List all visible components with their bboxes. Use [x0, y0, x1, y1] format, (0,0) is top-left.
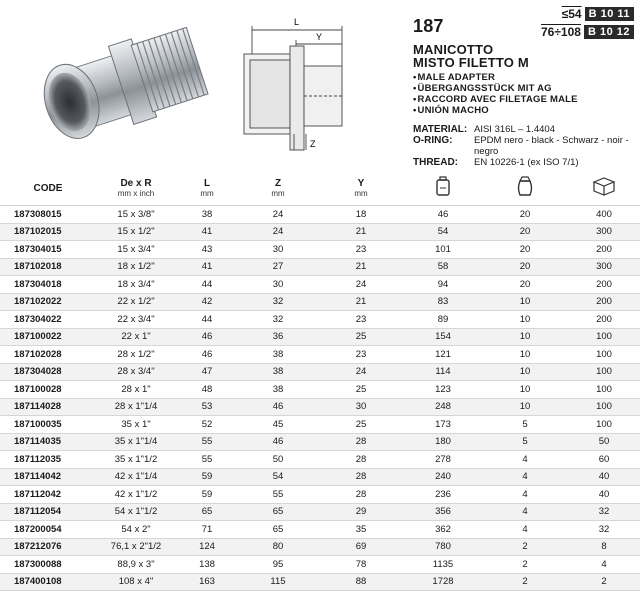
cell-box-qty: 100 [568, 398, 640, 416]
cell-box-qty: 100 [568, 346, 640, 364]
cell-bag-qty: 10 [482, 346, 568, 364]
cell-z: 27 [238, 258, 318, 276]
table-row [0, 433, 640, 451]
range-row [522, 24, 634, 40]
spec-value: EPDM nero - black - Schwarz - noir - negro [474, 135, 629, 157]
header-code [0, 172, 96, 206]
cell-l: 163 [176, 573, 238, 591]
header-l-unit: mm [200, 189, 214, 198]
cell-code: 187112054 [0, 503, 96, 521]
cell-bag-qty: 5 [482, 416, 568, 434]
header-weight [404, 172, 482, 206]
cell-dexr: 28 x 1/2" [96, 346, 176, 364]
cell-code: 187300088 [0, 556, 96, 574]
table-row [0, 556, 640, 574]
drawing-label-y: Y [316, 32, 323, 42]
cell-l: 42 [176, 293, 238, 311]
table-row [0, 276, 640, 294]
header-l [176, 172, 238, 206]
cell-box-qty: 300 [568, 258, 640, 276]
cell-bag-qty: 4 [482, 451, 568, 469]
cell-y: 21 [318, 258, 404, 276]
cell-code: 187100035 [0, 416, 96, 434]
dimension-drawing [232, 14, 350, 152]
cell-bag-qty: 2 [482, 556, 568, 574]
cell-z: 95 [238, 556, 318, 574]
cell-l: 71 [176, 521, 238, 539]
table-row [0, 573, 640, 591]
cell-l: 38 [176, 206, 238, 224]
product-code: 187 [413, 16, 444, 36]
cell-bag-qty: 20 [482, 241, 568, 259]
weight-icon [435, 175, 451, 197]
table-row [0, 223, 640, 241]
cell-weight: 54 [404, 223, 482, 241]
cell-y: 23 [318, 346, 404, 364]
cell-dexr: 54 x 1"1/2 [96, 503, 176, 521]
cell-z: 30 [238, 276, 318, 294]
box-icon [592, 176, 616, 196]
cell-code: 187212076 [0, 538, 96, 556]
cell-y: 21 [318, 293, 404, 311]
spec-value: EN 10226-1 (ex ISO 7/1) [474, 157, 579, 168]
cell-l: 44 [176, 311, 238, 329]
cell-box-qty: 100 [568, 363, 640, 381]
cell-l: 41 [176, 258, 238, 276]
cell-weight: 362 [404, 521, 482, 539]
table-row [0, 416, 640, 434]
table-row [0, 468, 640, 486]
range-size: 76÷108 [541, 25, 581, 39]
cell-weight: 180 [404, 433, 482, 451]
cell-weight: 236 [404, 486, 482, 504]
cell-weight: 1728 [404, 573, 482, 591]
cell-weight: 173 [404, 416, 482, 434]
cell-y: 88 [318, 573, 404, 591]
header-box-qty [568, 172, 640, 206]
cell-bag-qty: 10 [482, 311, 568, 329]
cell-z: 38 [238, 381, 318, 399]
cell-dexr: 42 x 1"1/2 [96, 486, 176, 504]
cell-z: 38 [238, 363, 318, 381]
cell-z: 24 [238, 223, 318, 241]
cell-l: 65 [176, 503, 238, 521]
cell-dexr: 54 x 2" [96, 521, 176, 539]
cell-y: 25 [318, 328, 404, 346]
header-l-label: L [203, 178, 211, 189]
cell-y: 28 [318, 451, 404, 469]
header-y [318, 172, 404, 206]
cell-l: 59 [176, 486, 238, 504]
cell-dexr: 28 x 1"1/4 [96, 398, 176, 416]
spec-oring [413, 135, 635, 157]
header-z [238, 172, 318, 206]
spec-label: MATERIAL: [413, 124, 468, 135]
range-row [522, 6, 634, 22]
cell-code: 187112042 [0, 486, 96, 504]
specifications [413, 124, 635, 168]
range-badge: B 10 11 [585, 7, 634, 21]
cell-bag-qty: 10 [482, 363, 568, 381]
table-row [0, 521, 640, 539]
table-header-row [0, 172, 640, 206]
cell-bag-qty: 2 [482, 573, 568, 591]
male-adapter-photo [10, 10, 215, 160]
cell-z: 30 [238, 241, 318, 259]
cell-z: 46 [238, 398, 318, 416]
cell-y: 28 [318, 468, 404, 486]
table-row [0, 258, 640, 276]
cell-bag-qty: 4 [482, 486, 568, 504]
cell-y: 23 [318, 311, 404, 329]
cell-l: 46 [176, 328, 238, 346]
range-badge: B 10 12 [584, 25, 634, 39]
header-dexr-label: De x R [120, 178, 152, 189]
cell-code: 187304022 [0, 311, 96, 329]
cell-box-qty: 100 [568, 381, 640, 399]
cell-dexr: 22 x 1/2" [96, 293, 176, 311]
cell-bag-qty: 20 [482, 276, 568, 294]
cell-y: 69 [318, 538, 404, 556]
product-translations [413, 72, 578, 116]
cell-box-qty: 400 [568, 206, 640, 224]
table-row [0, 311, 640, 329]
table-body [0, 206, 640, 591]
cell-y: 24 [318, 276, 404, 294]
cell-code: 187114028 [0, 398, 96, 416]
cell-code: 187200054 [0, 521, 96, 539]
cell-dexr: 42 x 1"1/4 [96, 468, 176, 486]
cell-l: 53 [176, 398, 238, 416]
cell-z: 50 [238, 451, 318, 469]
cell-code: 187102022 [0, 293, 96, 311]
cell-z: 45 [238, 416, 318, 434]
cell-y: 21 [318, 223, 404, 241]
spec-material [413, 124, 635, 135]
cell-z: 80 [238, 538, 318, 556]
table-row [0, 398, 640, 416]
cell-code: 187400108 [0, 573, 96, 591]
cell-weight: 46 [404, 206, 482, 224]
cell-z: 46 [238, 433, 318, 451]
cell-z: 32 [238, 293, 318, 311]
cell-bag-qty: 20 [482, 206, 568, 224]
cell-y: 35 [318, 521, 404, 539]
cell-dexr: 88,9 x 3" [96, 556, 176, 574]
cell-box-qty: 200 [568, 293, 640, 311]
cell-l: 47 [176, 363, 238, 381]
cell-box-qty: 40 [568, 486, 640, 504]
cell-code: 187304015 [0, 241, 96, 259]
translation-item: • MALE ADAPTER [413, 72, 578, 83]
cell-y: 23 [318, 241, 404, 259]
cell-box-qty: 200 [568, 241, 640, 259]
cell-box-qty: 32 [568, 521, 640, 539]
cell-code: 187100028 [0, 381, 96, 399]
cell-y: 78 [318, 556, 404, 574]
cell-code: 187102028 [0, 346, 96, 364]
drawing-label-l: L [294, 17, 300, 27]
cell-z: 65 [238, 521, 318, 539]
cell-l: 44 [176, 276, 238, 294]
range-size: ≤54 [561, 7, 582, 21]
cell-box-qty: 100 [568, 328, 640, 346]
cell-bag-qty: 5 [482, 433, 568, 451]
cell-dexr: 28 x 1" [96, 381, 176, 399]
cell-z: 36 [238, 328, 318, 346]
cell-bag-qty: 20 [482, 258, 568, 276]
table-row [0, 451, 640, 469]
cell-y: 29 [318, 503, 404, 521]
cell-code: 187308015 [0, 206, 96, 224]
cell-weight: 121 [404, 346, 482, 364]
cell-z: 32 [238, 311, 318, 329]
cell-box-qty: 200 [568, 276, 640, 294]
cell-dexr: 22 x 3/4" [96, 311, 176, 329]
cell-weight: 123 [404, 381, 482, 399]
cell-l: 43 [176, 241, 238, 259]
table-row [0, 328, 640, 346]
table-row [0, 293, 640, 311]
table-row [0, 346, 640, 364]
cell-z: 65 [238, 503, 318, 521]
cell-weight: 83 [404, 293, 482, 311]
cell-code: 187114035 [0, 433, 96, 451]
translation-item: • ÜBERGANGSSTÜCK MIT AG [413, 83, 578, 94]
translation-item: • UNIÓN MACHO [413, 105, 578, 116]
cell-dexr: 15 x 3/8" [96, 206, 176, 224]
spec-value: AISI 316L – 1.4404 [474, 124, 555, 135]
cell-box-qty: 100 [568, 416, 640, 434]
cell-weight: 240 [404, 468, 482, 486]
cell-dexr: 18 x 3/4" [96, 276, 176, 294]
cell-code: 187100022 [0, 328, 96, 346]
cell-z: 38 [238, 346, 318, 364]
cell-y: 28 [318, 433, 404, 451]
header-z-unit: mm [271, 189, 285, 198]
header-code-label: CODE [33, 183, 63, 194]
cell-bag-qty: 20 [482, 223, 568, 241]
cell-dexr: 35 x 1"1/2 [96, 451, 176, 469]
cell-box-qty: 8 [568, 538, 640, 556]
table-row [0, 381, 640, 399]
spec-label: THREAD: [413, 157, 458, 168]
cell-code: 187304018 [0, 276, 96, 294]
bag-icon [516, 175, 534, 197]
cell-weight: 154 [404, 328, 482, 346]
cell-weight: 248 [404, 398, 482, 416]
cell-bag-qty: 4 [482, 503, 568, 521]
cell-weight: 94 [404, 276, 482, 294]
cell-y: 24 [318, 363, 404, 381]
cell-weight: 58 [404, 258, 482, 276]
table-row [0, 538, 640, 556]
cell-weight: 89 [404, 311, 482, 329]
cell-l: 55 [176, 433, 238, 451]
product-header [0, 0, 640, 172]
cell-l: 41 [176, 223, 238, 241]
cell-box-qty: 60 [568, 451, 640, 469]
cell-l: 55 [176, 451, 238, 469]
cell-weight: 356 [404, 503, 482, 521]
drawing-label-z: Z [310, 139, 316, 149]
cell-l: 138 [176, 556, 238, 574]
product-table [0, 172, 640, 591]
cell-weight: 780 [404, 538, 482, 556]
cell-y: 18 [318, 206, 404, 224]
table-row [0, 503, 640, 521]
header-z-label: Z [274, 178, 282, 189]
cell-box-qty: 4 [568, 556, 640, 574]
cell-dexr: 22 x 1" [96, 328, 176, 346]
cell-bag-qty: 4 [482, 521, 568, 539]
cell-l: 59 [176, 468, 238, 486]
cell-bag-qty: 10 [482, 381, 568, 399]
table-row [0, 486, 640, 504]
cell-box-qty: 40 [568, 468, 640, 486]
cell-dexr: 15 x 1/2" [96, 223, 176, 241]
table-row [0, 241, 640, 259]
cell-z: 55 [238, 486, 318, 504]
header-y-label: Y [357, 178, 365, 189]
cell-code: 187102015 [0, 223, 96, 241]
cell-box-qty: 200 [568, 311, 640, 329]
cell-dexr: 76,1 x 2"1/2 [96, 538, 176, 556]
cell-bag-qty: 2 [482, 538, 568, 556]
table-row [0, 206, 640, 224]
cell-box-qty: 50 [568, 433, 640, 451]
cell-bag-qty: 10 [482, 293, 568, 311]
header-bag-qty [482, 172, 568, 206]
cell-y: 25 [318, 416, 404, 434]
cell-bag-qty: 4 [482, 468, 568, 486]
cell-y: 28 [318, 486, 404, 504]
spec-label: O-RING: [413, 135, 453, 146]
cell-dexr: 108 x 4" [96, 573, 176, 591]
size-ranges [522, 6, 634, 42]
cell-dexr: 18 x 1/2" [96, 258, 176, 276]
cell-l: 48 [176, 381, 238, 399]
cell-dexr: 28 x 3/4" [96, 363, 176, 381]
cell-code: 187114042 [0, 468, 96, 486]
header-dexr-unit: mm x inch [117, 189, 155, 198]
translation-item: • RACCORD AVEC FILETAGE MALE [413, 94, 578, 105]
cell-code: 187304028 [0, 363, 96, 381]
cell-z: 24 [238, 206, 318, 224]
cell-box-qty: 300 [568, 223, 640, 241]
cell-y: 30 [318, 398, 404, 416]
cell-code: 187112035 [0, 451, 96, 469]
header-y-unit: mm [354, 189, 368, 198]
header-dexr [96, 172, 176, 206]
cell-l: 52 [176, 416, 238, 434]
cell-z: 54 [238, 468, 318, 486]
cell-y: 25 [318, 381, 404, 399]
cell-dexr: 35 x 1"1/4 [96, 433, 176, 451]
cell-weight: 101 [404, 241, 482, 259]
cell-dexr: 15 x 3/4" [96, 241, 176, 259]
cell-weight: 278 [404, 451, 482, 469]
cell-code: 187102018 [0, 258, 96, 276]
table-row [0, 363, 640, 381]
cell-l: 124 [176, 538, 238, 556]
cell-box-qty: 2 [568, 573, 640, 591]
cell-z: 115 [238, 573, 318, 591]
cell-weight: 1135 [404, 556, 482, 574]
cell-box-qty: 32 [568, 503, 640, 521]
spec-thread [413, 157, 635, 168]
cell-bag-qty: 10 [482, 328, 568, 346]
product-name: MANICOTTO MISTO FILETTO M [413, 42, 529, 70]
cell-weight: 114 [404, 363, 482, 381]
cell-dexr: 35 x 1" [96, 416, 176, 434]
cell-l: 46 [176, 346, 238, 364]
cell-bag-qty: 10 [482, 398, 568, 416]
